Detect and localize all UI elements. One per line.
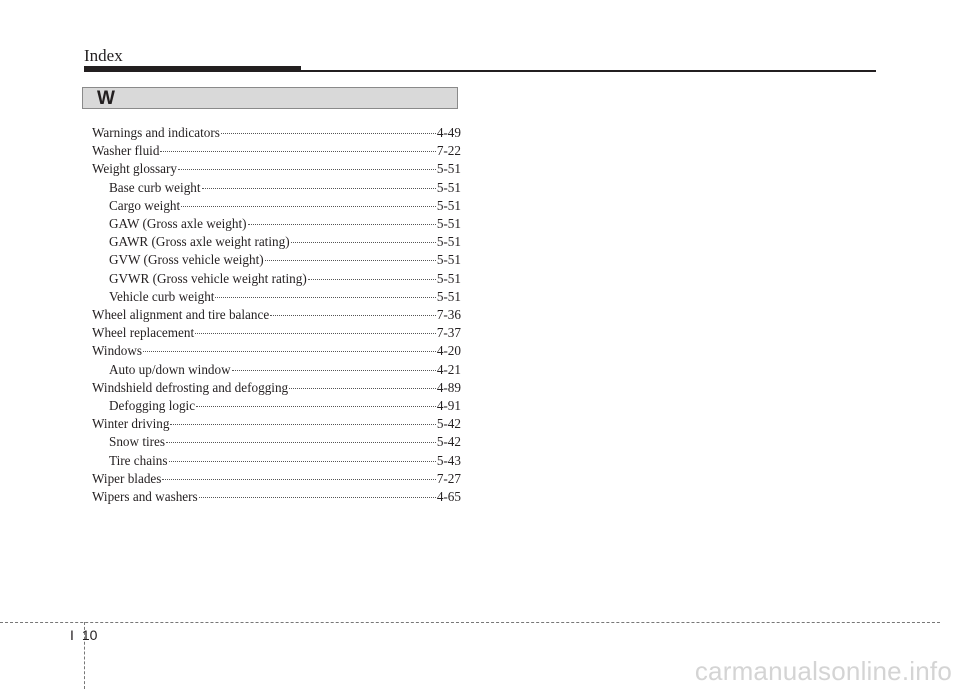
entry-text: Tire chains (109, 452, 168, 468)
leader-dots (195, 333, 436, 334)
entry-page: 5-42 (436, 434, 461, 450)
entry-text: Weight glossary (92, 161, 178, 177)
index-subentry (92, 433, 461, 451)
index-subentry (92, 251, 461, 269)
leader-dots (202, 188, 436, 189)
leader-dots (170, 424, 435, 425)
entry-page: 5-51 (436, 288, 461, 304)
index-entry (92, 142, 461, 160)
section-heading-box (82, 87, 458, 109)
entry-text: GAWR (Gross axle weight rating) (109, 234, 290, 250)
entry-text: Cargo weight (109, 197, 181, 213)
section-letter: W (97, 88, 115, 109)
entry-text: Wiper blades (92, 470, 162, 486)
leader-dots (265, 260, 436, 261)
entry-text: GAW (Gross axle weight) (109, 216, 247, 232)
entry-text: Winter driving (92, 416, 170, 432)
leader-dots (308, 279, 436, 280)
entry-page: 4-21 (436, 361, 461, 377)
entry-page: 5-51 (436, 252, 461, 268)
entry-page: 4-49 (436, 125, 461, 140)
entry-page: 7-27 (436, 470, 461, 486)
entry-page: 7-37 (436, 325, 461, 341)
leader-dots (162, 479, 435, 480)
entry-text: Vehicle curb weight (109, 288, 215, 304)
leader-dots (181, 206, 436, 207)
leader-dots (199, 497, 436, 498)
leader-dots (196, 406, 436, 407)
entry-page: 4-20 (436, 343, 461, 359)
entry-text: Wipers and washers (92, 489, 198, 505)
entry-page: 5-51 (436, 234, 461, 250)
entry-text: Warnings and indicators (92, 125, 220, 140)
index-entry (92, 488, 461, 506)
entry-page: 4-91 (436, 398, 461, 414)
index-entry (92, 160, 461, 178)
entry-page: 5-51 (436, 270, 461, 286)
entry-page: 7-36 (436, 307, 461, 323)
footer-rule (0, 622, 940, 623)
entry-text: Windows (92, 343, 143, 359)
page-title: Index (84, 46, 123, 65)
entry-page: 5-51 (436, 216, 461, 232)
index-list (92, 124, 461, 506)
index-entry (92, 470, 461, 488)
index-subentry (92, 179, 461, 197)
leader-dots (160, 151, 435, 152)
entry-text: Windshield defrosting and defogging (92, 379, 289, 395)
leader-dots (169, 461, 436, 462)
index-subentry (92, 215, 461, 233)
page-number-value: 10 (81, 627, 98, 643)
leader-dots (178, 169, 436, 170)
entry-text: Auto up/down window (109, 361, 231, 377)
leader-dots (291, 242, 436, 243)
index-entry (92, 324, 461, 342)
entry-page: 4-89 (436, 379, 461, 395)
page-section: I (70, 627, 74, 643)
entry-page: 5-51 (436, 179, 461, 195)
index-entry (92, 124, 461, 142)
leader-dots (143, 351, 436, 352)
entry-text: Defogging logic (109, 398, 196, 414)
entry-page: 5-51 (436, 197, 461, 213)
leader-dots (270, 315, 436, 316)
entry-text: Snow tires (109, 434, 166, 450)
index-entry (92, 306, 461, 324)
leader-dots (215, 297, 435, 298)
entry-text: Wheel replacement (92, 325, 195, 341)
watermark: carmanualsonline.info (694, 656, 952, 686)
entry-text: Washer fluid (92, 143, 160, 159)
index-entry (92, 415, 461, 433)
leader-dots (232, 370, 436, 371)
leader-dots (166, 442, 436, 443)
header-rule (300, 70, 876, 72)
index-subentry (92, 361, 461, 379)
entry-text: GVWR (Gross vehicle weight rating) (109, 270, 307, 286)
entry-page: 7-22 (436, 143, 461, 159)
leader-dots (221, 133, 436, 134)
entry-text: GVW (Gross vehicle weight) (109, 252, 264, 268)
entry-page: 5-42 (436, 416, 461, 432)
entry-page: 4-65 (436, 489, 461, 505)
entry-page: 5-51 (436, 161, 461, 177)
index-entry (92, 379, 461, 397)
header-rule-accent (84, 66, 301, 72)
page-number (70, 627, 97, 643)
index-subentry (92, 452, 461, 470)
leader-dots (289, 388, 436, 389)
leader-dots (248, 224, 436, 225)
index-subentry (92, 397, 461, 415)
entry-page: 5-43 (436, 452, 461, 468)
entry-text: Base curb weight (109, 179, 201, 195)
entry-text: Wheel alignment and tire balance (92, 307, 270, 323)
index-subentry (92, 270, 461, 288)
index-subentry (92, 233, 461, 251)
index-subentry (92, 197, 461, 215)
index-entry (92, 342, 461, 360)
index-subentry (92, 288, 461, 306)
